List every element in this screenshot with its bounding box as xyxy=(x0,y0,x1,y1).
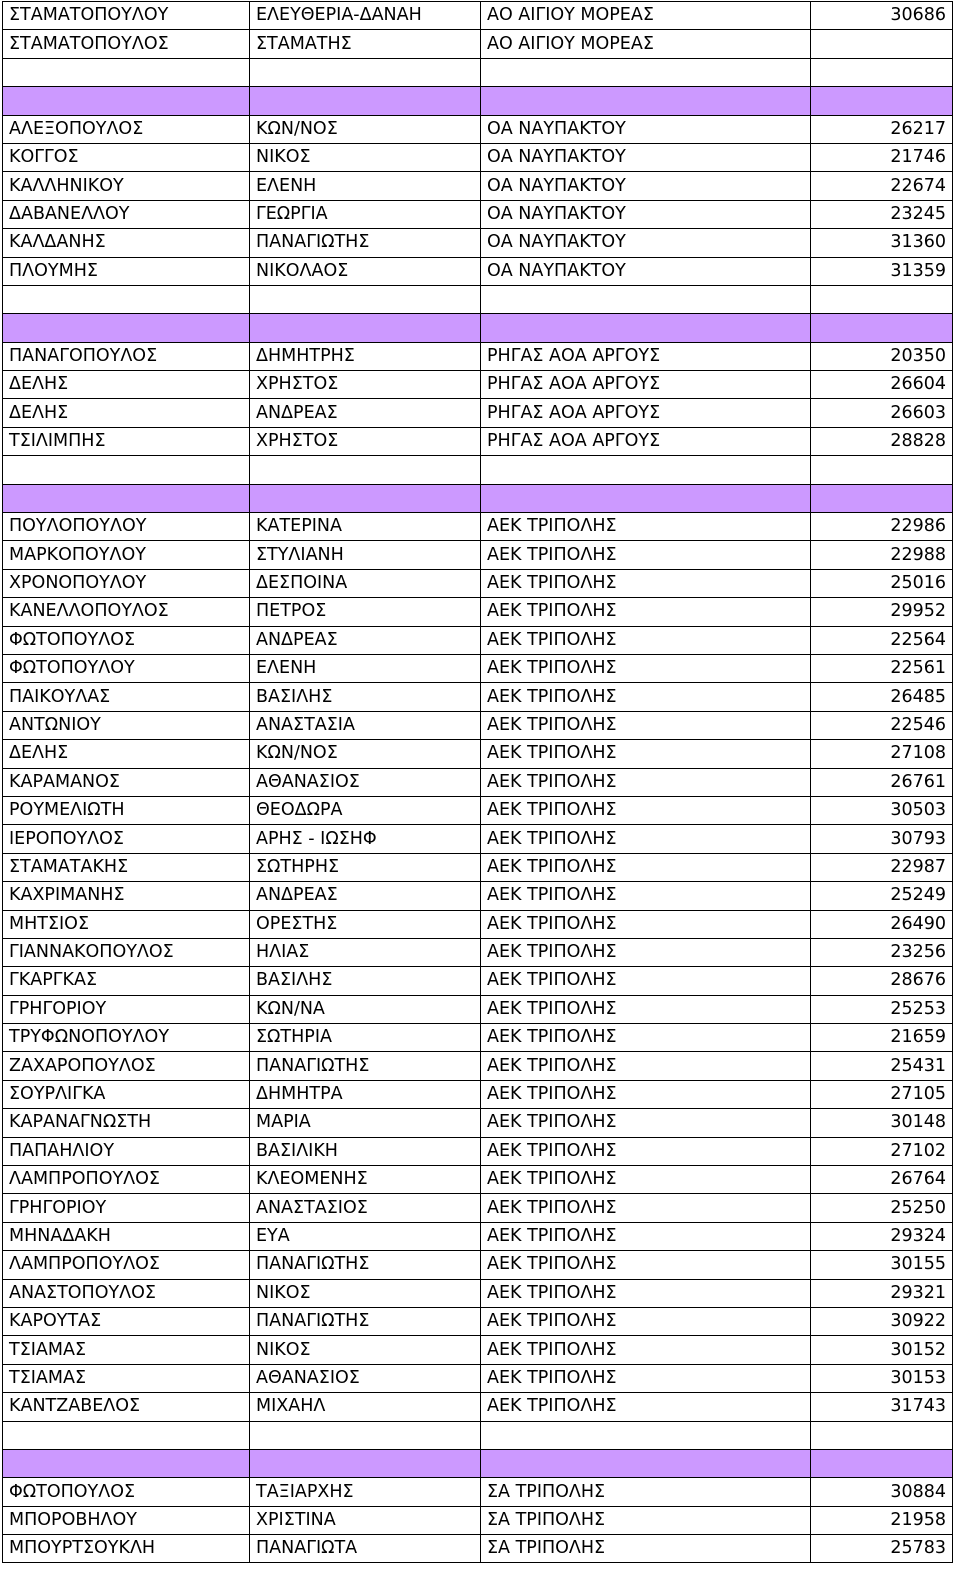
registration-number-cell: 26485 xyxy=(811,683,953,711)
surname-cell: ΚΑΝΤΖΑΒΕΛΟΣ xyxy=(3,1393,250,1421)
first-name-cell xyxy=(250,1421,481,1449)
surname-cell: ΔΕΛΗΣ xyxy=(3,740,250,768)
surname-cell xyxy=(3,456,250,484)
club-cell: ΑΕΚ ΤΡΙΠΟΛΗΣ xyxy=(481,825,811,853)
first-name-cell: ΗΛΙΑΣ xyxy=(250,938,481,966)
registration-number-cell: 30152 xyxy=(811,1336,953,1364)
table-row xyxy=(3,1478,953,1506)
table-row xyxy=(3,1336,953,1364)
registration-number-cell: 26217 xyxy=(811,115,953,143)
table-row xyxy=(3,143,953,171)
registration-number-cell: 30155 xyxy=(811,1251,953,1279)
surname-cell: ΑΛΕΞΟΠΟΥΛΟΣ xyxy=(3,115,250,143)
surname-cell: ΓΡΗΓΟΡΙΟΥ xyxy=(3,1194,250,1222)
first-name-cell: ΕΛΕΝΗ xyxy=(250,654,481,682)
club-cell: ΑΕΚ ΤΡΙΠΟΛΗΣ xyxy=(481,1364,811,1392)
first-name-cell: ΠΑΝΑΓΙΩΤΗΣ xyxy=(250,1251,481,1279)
surname-cell: ΦΩΤΟΠΟΥΛΟΣ xyxy=(3,1478,250,1506)
athlete-table xyxy=(2,1,953,1563)
registration-number-cell: 30922 xyxy=(811,1307,953,1335)
surname-cell: ΓΙΑΝΝΑΚΟΠΟΥΛΟΣ xyxy=(3,938,250,966)
registration-number-cell: 27102 xyxy=(811,1137,953,1165)
club-cell: ΑΕΚ ΤΡΙΠΟΛΗΣ xyxy=(481,1251,811,1279)
registration-number-cell: 30503 xyxy=(811,796,953,824)
surname-cell: ΚΑΡΑΜΑΝΟΣ xyxy=(3,768,250,796)
registration-number-cell: 25249 xyxy=(811,882,953,910)
club-cell: ΡΗΓΑΣ ΑΟΑ ΑΡΓΟΥΣ xyxy=(481,427,811,455)
first-name-cell: ΧΡΙΣΤΙΝΑ xyxy=(250,1506,481,1534)
first-name-cell: ΜΑΡΙΑ xyxy=(250,1109,481,1137)
first-name-cell: ΑΘΑΝΑΣΙΟΣ xyxy=(250,768,481,796)
table-row xyxy=(3,399,953,427)
first-name-cell: ΓΕΩΡΓΙΑ xyxy=(250,200,481,228)
club-cell: ΟΑ ΝΑΥΠΑΚΤΟΥ xyxy=(481,200,811,228)
registration-number-cell: 31360 xyxy=(811,229,953,257)
surname-cell: ΜΗΝΑΔΑΚΗ xyxy=(3,1222,250,1250)
first-name-cell: ΣΩΤΗΡΙΑ xyxy=(250,1024,481,1052)
table-row xyxy=(3,200,953,228)
club-cell: ΑΕΚ ΤΡΙΠΟΛΗΣ xyxy=(481,683,811,711)
first-name-cell: ΟΡΕΣΤΗΣ xyxy=(250,910,481,938)
registration-number-cell: 21659 xyxy=(811,1024,953,1052)
first-name-cell: ΑΝΔΡΕΑΣ xyxy=(250,626,481,654)
table-row xyxy=(3,1222,953,1250)
registration-number-cell: 26761 xyxy=(811,768,953,796)
table-row xyxy=(3,1307,953,1335)
separator-row xyxy=(3,1449,953,1477)
surname-cell: ΧΡΟΝΟΠΟΥΛΟΥ xyxy=(3,569,250,597)
club-cell: ΑΕΚ ΤΡΙΠΟΛΗΣ xyxy=(481,598,811,626)
club-cell: ΟΑ ΝΑΥΠΑΚΤΟΥ xyxy=(481,115,811,143)
registration-number-cell: 29321 xyxy=(811,1279,953,1307)
first-name-cell: ΧΡΗΣΤΟΣ xyxy=(250,427,481,455)
table-row xyxy=(3,513,953,541)
club-cell: ΡΗΓΑΣ ΑΟΑ ΑΡΓΟΥΣ xyxy=(481,342,811,370)
registration-number-cell xyxy=(811,285,953,313)
registration-number-cell: 31743 xyxy=(811,1393,953,1421)
surname-cell xyxy=(3,1421,250,1449)
club-cell: ΑΕΚ ΤΡΙΠΟΛΗΣ xyxy=(481,882,811,910)
table-row xyxy=(3,342,953,370)
table-body xyxy=(3,2,953,1563)
club-cell xyxy=(481,1421,811,1449)
first-name-cell: ΕΥΑ xyxy=(250,1222,481,1250)
first-name-cell xyxy=(250,285,481,313)
club-cell xyxy=(481,285,811,313)
surname-cell: ΤΡΥΦΩΝΟΠΟΥΛΟΥ xyxy=(3,1024,250,1052)
first-name-cell xyxy=(250,87,481,115)
surname-cell: ΤΣΙΑΜΑΣ xyxy=(3,1364,250,1392)
table-row xyxy=(3,768,953,796)
club-cell: ΑΕΚ ΤΡΙΠΟΛΗΣ xyxy=(481,1222,811,1250)
club-cell: ΑΕΚ ΤΡΙΠΟΛΗΣ xyxy=(481,853,811,881)
surname-cell: ΚΟΓΓΟΣ xyxy=(3,143,250,171)
first-name-cell xyxy=(250,456,481,484)
club-cell xyxy=(481,58,811,86)
registration-number-cell xyxy=(811,87,953,115)
first-name-cell: ΚΩΝ/ΝΟΣ xyxy=(250,115,481,143)
registration-number-cell: 25253 xyxy=(811,995,953,1023)
first-name-cell: ΠΕΤΡΟΣ xyxy=(250,598,481,626)
first-name-cell: ΣΤΥΛΙΑΝΗ xyxy=(250,541,481,569)
registration-number-cell: 25431 xyxy=(811,1052,953,1080)
registration-number-cell: 29324 xyxy=(811,1222,953,1250)
club-cell: ΑΕΚ ΤΡΙΠΟΛΗΣ xyxy=(481,938,811,966)
surname-cell xyxy=(3,314,250,342)
club-cell: ΑΕΚ ΤΡΙΠΟΛΗΣ xyxy=(481,995,811,1023)
club-cell: ΑΟ ΑΙΓΙΟΥ ΜΟΡΕΑΣ xyxy=(481,30,811,58)
club-cell: ΑΕΚ ΤΡΙΠΟΛΗΣ xyxy=(481,796,811,824)
surname-cell: ΓΚΑΡΓΚΑΣ xyxy=(3,967,250,995)
blank-row xyxy=(3,456,953,484)
registration-number-cell xyxy=(811,1449,953,1477)
table-row xyxy=(3,427,953,455)
registration-number-cell: 26490 xyxy=(811,910,953,938)
surname-cell: ΔΕΛΗΣ xyxy=(3,399,250,427)
table-row xyxy=(3,1166,953,1194)
club-cell: ΑΕΚ ΤΡΙΠΟΛΗΣ xyxy=(481,1307,811,1335)
registration-number-cell: 25016 xyxy=(811,569,953,597)
table-row xyxy=(3,825,953,853)
surname-cell: ΛΑΜΠΡΟΠΟΥΛΟΣ xyxy=(3,1166,250,1194)
first-name-cell: ΑΘΑΝΑΣΙΟΣ xyxy=(250,1364,481,1392)
registration-number-cell xyxy=(811,314,953,342)
club-cell xyxy=(481,456,811,484)
table-row xyxy=(3,1279,953,1307)
table-row xyxy=(3,853,953,881)
table-row xyxy=(3,2,953,30)
registration-number-cell xyxy=(811,484,953,512)
first-name-cell: ΒΑΣΙΛΗΣ xyxy=(250,967,481,995)
club-cell: ΑΕΚ ΤΡΙΠΟΛΗΣ xyxy=(481,541,811,569)
first-name-cell: ΔΕΣΠΟΙΝΑ xyxy=(250,569,481,597)
club-cell: ΟΑ ΝΑΥΠΑΚΤΟΥ xyxy=(481,257,811,285)
registration-number-cell: 25250 xyxy=(811,1194,953,1222)
table-row xyxy=(3,569,953,597)
club-cell: ΑΕΚ ΤΡΙΠΟΛΗΣ xyxy=(481,1393,811,1421)
club-cell: ΑΟ ΑΙΓΙΟΥ ΜΟΡΕΑΣ xyxy=(481,2,811,30)
surname-cell: ΦΩΤΟΠΟΥΛΟΣ xyxy=(3,626,250,654)
club-cell: ΑΕΚ ΤΡΙΠΟΛΗΣ xyxy=(481,711,811,739)
first-name-cell: ΜΙΧΑΗΛ xyxy=(250,1393,481,1421)
registration-number-cell: 27108 xyxy=(811,740,953,768)
registration-number-cell xyxy=(811,456,953,484)
club-cell: ΑΕΚ ΤΡΙΠΟΛΗΣ xyxy=(481,1052,811,1080)
surname-cell xyxy=(3,58,250,86)
registration-number-cell xyxy=(811,58,953,86)
first-name-cell: ΑΝΔΡΕΑΣ xyxy=(250,399,481,427)
table-row xyxy=(3,371,953,399)
first-name-cell: ΝΙΚΟΣ xyxy=(250,143,481,171)
table-row xyxy=(3,1364,953,1392)
club-cell xyxy=(481,484,811,512)
club-cell: ΑΕΚ ΤΡΙΠΟΛΗΣ xyxy=(481,967,811,995)
first-name-cell xyxy=(250,484,481,512)
surname-cell: ΣΤΑΜΑΤΑΚΗΣ xyxy=(3,853,250,881)
club-cell: ΑΕΚ ΤΡΙΠΟΛΗΣ xyxy=(481,1109,811,1137)
first-name-cell: ΔΗΜΗΤΡΑ xyxy=(250,1080,481,1108)
table-row xyxy=(3,1052,953,1080)
surname-cell: ΣΤΑΜΑΤΟΠΟΥΛΟΣ xyxy=(3,30,250,58)
registration-number-cell: 22987 xyxy=(811,853,953,881)
surname-cell: ΚΑΧΡΙΜΑΝΗΣ xyxy=(3,882,250,910)
registration-number-cell: 28828 xyxy=(811,427,953,455)
registration-number-cell: 23245 xyxy=(811,200,953,228)
first-name-cell xyxy=(250,58,481,86)
first-name-cell: ΒΑΣΙΛΗΣ xyxy=(250,683,481,711)
club-cell: ΟΑ ΝΑΥΠΑΚΤΟΥ xyxy=(481,143,811,171)
surname-cell: ΔΕΛΗΣ xyxy=(3,371,250,399)
registration-number-cell: 30148 xyxy=(811,1109,953,1137)
blank-row xyxy=(3,58,953,86)
surname-cell: ΜΠΟΥΡΤΣΟΥΚΛΗ xyxy=(3,1535,250,1563)
table-row xyxy=(3,30,953,58)
first-name-cell xyxy=(250,314,481,342)
club-cell: ΑΕΚ ΤΡΙΠΟΛΗΣ xyxy=(481,910,811,938)
table-row xyxy=(3,683,953,711)
separator-row xyxy=(3,484,953,512)
club-cell: ΑΕΚ ΤΡΙΠΟΛΗΣ xyxy=(481,626,811,654)
registration-number-cell: 22561 xyxy=(811,654,953,682)
registration-number-cell xyxy=(811,30,953,58)
surname-cell: ΠΛΟΥΜΗΣ xyxy=(3,257,250,285)
surname-cell xyxy=(3,285,250,313)
surname-cell: ΡΟΥΜΕΛΙΩΤΗ xyxy=(3,796,250,824)
first-name-cell: ΝΙΚΟΛΑΟΣ xyxy=(250,257,481,285)
club-cell: ΑΕΚ ΤΡΙΠΟΛΗΣ xyxy=(481,1024,811,1052)
surname-cell: ΦΩΤΟΠΟΥΛΟΥ xyxy=(3,654,250,682)
surname-cell: ΣΤΑΜΑΤΟΠΟΥΛΟΥ xyxy=(3,2,250,30)
registration-number-cell: 29952 xyxy=(811,598,953,626)
first-name-cell: ΠΑΝΑΓΙΩΤΑ xyxy=(250,1535,481,1563)
first-name-cell: ΠΑΝΑΓΙΩΤΗΣ xyxy=(250,1052,481,1080)
first-name-cell: ΑΝΔΡΕΑΣ xyxy=(250,882,481,910)
surname-cell: ΚΑΛΛΗΝΙΚΟΥ xyxy=(3,172,250,200)
first-name-cell: ΕΛΕΥΘΕΡΙΑ-ΔΑΝΑΗ xyxy=(250,2,481,30)
surname-cell: ΠΑΝΑΓΟΠΟΥΛΟΣ xyxy=(3,342,250,370)
first-name-cell: ΚΛΕΟΜΕΝΗΣ xyxy=(250,1166,481,1194)
table-row xyxy=(3,882,953,910)
registration-number-cell xyxy=(811,1421,953,1449)
registration-number-cell: 31359 xyxy=(811,257,953,285)
club-cell: ΑΕΚ ΤΡΙΠΟΛΗΣ xyxy=(481,1166,811,1194)
first-name-cell: ΝΙΚΟΣ xyxy=(250,1279,481,1307)
surname-cell: ΖΑΧΑΡΟΠΟΥΛΟΣ xyxy=(3,1052,250,1080)
registration-number-cell: 22546 xyxy=(811,711,953,739)
registration-number-cell: 22986 xyxy=(811,513,953,541)
surname-cell: ΜΑΡΚΟΠΟΥΛΟΥ xyxy=(3,541,250,569)
registration-number-cell: 26603 xyxy=(811,399,953,427)
table-row xyxy=(3,938,953,966)
surname-cell: ΤΣΙΑΜΑΣ xyxy=(3,1336,250,1364)
registration-number-cell: 21958 xyxy=(811,1506,953,1534)
table-row xyxy=(3,541,953,569)
surname-cell: ΚΑΡΑΝΑΓΝΩΣΤΗ xyxy=(3,1109,250,1137)
registration-number-cell: 30153 xyxy=(811,1364,953,1392)
registration-number-cell: 30793 xyxy=(811,825,953,853)
surname-cell: ΠΑΠΑΗΛΙΟΥ xyxy=(3,1137,250,1165)
registration-number-cell: 26604 xyxy=(811,371,953,399)
registration-number-cell: 20350 xyxy=(811,342,953,370)
surname-cell: ΠΑΙΚΟΥΛΑΣ xyxy=(3,683,250,711)
first-name-cell: ΘΕΟΔΩΡΑ xyxy=(250,796,481,824)
club-cell xyxy=(481,1449,811,1477)
first-name-cell: ΑΝΑΣΤΑΣΙΟΣ xyxy=(250,1194,481,1222)
registration-number-cell: 22674 xyxy=(811,172,953,200)
table-row xyxy=(3,257,953,285)
surname-cell: ΣΟΥΡΛΙΓΚΑ xyxy=(3,1080,250,1108)
registration-number-cell: 28676 xyxy=(811,967,953,995)
club-cell xyxy=(481,314,811,342)
surname-cell: ΠΟΥΛΟΠΟΥΛΟΥ xyxy=(3,513,250,541)
surname-cell: ΑΝΤΩΝΙΟΥ xyxy=(3,711,250,739)
surname-cell xyxy=(3,1449,250,1477)
table-row xyxy=(3,626,953,654)
surname-cell: ΔΑΒΑΝΕΛΛΟΥ xyxy=(3,200,250,228)
surname-cell xyxy=(3,484,250,512)
table-row xyxy=(3,796,953,824)
first-name-cell: ΠΑΝΑΓΙΩΤΗΣ xyxy=(250,229,481,257)
club-cell xyxy=(481,87,811,115)
first-name-cell: ΒΑΣΙΛΙΚΗ xyxy=(250,1137,481,1165)
surname-cell: ΤΣΙΛΙΜΠΗΣ xyxy=(3,427,250,455)
table-row xyxy=(3,598,953,626)
registration-number-cell: 22988 xyxy=(811,541,953,569)
surname-cell: ΛΑΜΠΡΟΠΟΥΛΟΣ xyxy=(3,1251,250,1279)
surname-cell: ΚΑΡΟΥΤΑΣ xyxy=(3,1307,250,1335)
blank-row xyxy=(3,1421,953,1449)
club-cell: ΑΕΚ ΤΡΙΠΟΛΗΣ xyxy=(481,513,811,541)
first-name-cell: ΚΑΤΕΡΙΝΑ xyxy=(250,513,481,541)
club-cell: ΑΕΚ ΤΡΙΠΟΛΗΣ xyxy=(481,740,811,768)
registration-number-cell: 21746 xyxy=(811,143,953,171)
club-cell: ΑΕΚ ΤΡΙΠΟΛΗΣ xyxy=(481,569,811,597)
first-name-cell: ΤΑΞΙΑΡΧΗΣ xyxy=(250,1478,481,1506)
table-row xyxy=(3,1194,953,1222)
club-cell: ΑΕΚ ΤΡΙΠΟΛΗΣ xyxy=(481,1194,811,1222)
first-name-cell: ΣΩΤΗΡΗΣ xyxy=(250,853,481,881)
first-name-cell: ΝΙΚΟΣ xyxy=(250,1336,481,1364)
club-cell: ΑΕΚ ΤΡΙΠΟΛΗΣ xyxy=(481,1137,811,1165)
first-name-cell: ΔΗΜΗΤΡΗΣ xyxy=(250,342,481,370)
club-cell: ΑΕΚ ΤΡΙΠΟΛΗΣ xyxy=(481,1336,811,1364)
registration-number-cell: 26764 xyxy=(811,1166,953,1194)
club-cell: ΡΗΓΑΣ ΑΟΑ ΑΡΓΟΥΣ xyxy=(481,399,811,427)
table-row xyxy=(3,740,953,768)
table-row xyxy=(3,1393,953,1421)
first-name-cell: ΑΝΑΣΤΑΣΙΑ xyxy=(250,711,481,739)
table-row xyxy=(3,967,953,995)
blank-row xyxy=(3,285,953,313)
separator-row xyxy=(3,314,953,342)
table-row xyxy=(3,1506,953,1534)
surname-cell: ΓΡΗΓΟΡΙΟΥ xyxy=(3,995,250,1023)
surname-cell xyxy=(3,87,250,115)
registration-number-cell: 30884 xyxy=(811,1478,953,1506)
first-name-cell: ΠΑΝΑΓΙΩΤΗΣ xyxy=(250,1307,481,1335)
club-cell: ΑΕΚ ΤΡΙΠΟΛΗΣ xyxy=(481,768,811,796)
separator-row xyxy=(3,87,953,115)
club-cell: ΑΕΚ ΤΡΙΠΟΛΗΣ xyxy=(481,654,811,682)
table-row xyxy=(3,654,953,682)
registration-number-cell: 23256 xyxy=(811,938,953,966)
club-cell: ΟΑ ΝΑΥΠΑΚΤΟΥ xyxy=(481,172,811,200)
club-cell: ΣΑ ΤΡΙΠΟΛΗΣ xyxy=(481,1506,811,1534)
club-cell: ΑΕΚ ΤΡΙΠΟΛΗΣ xyxy=(481,1279,811,1307)
surname-cell: ΚΑΛΔΑΝΗΣ xyxy=(3,229,250,257)
first-name-cell xyxy=(250,1449,481,1477)
table-row xyxy=(3,910,953,938)
table-row xyxy=(3,172,953,200)
registration-number-cell: 25783 xyxy=(811,1535,953,1563)
table-row xyxy=(3,1251,953,1279)
registration-number-cell: 30686 xyxy=(811,2,953,30)
surname-cell: ΙΕΡΟΠΟΥΛΟΣ xyxy=(3,825,250,853)
table-row xyxy=(3,1024,953,1052)
table-row xyxy=(3,995,953,1023)
club-cell: ΣΑ ΤΡΙΠΟΛΗΣ xyxy=(481,1478,811,1506)
table-row xyxy=(3,1535,953,1563)
surname-cell: ΜΗΤΣΙΟΣ xyxy=(3,910,250,938)
first-name-cell: ΚΩΝ/ΝΟΣ xyxy=(250,740,481,768)
table-row xyxy=(3,1109,953,1137)
surname-cell: ΑΝΑΣΤΟΠΟΥΛΟΣ xyxy=(3,1279,250,1307)
surname-cell: ΚΑΝΕΛΛΟΠΟΥΛΟΣ xyxy=(3,598,250,626)
table-row xyxy=(3,1137,953,1165)
surname-cell: ΜΠΟΡΟΒΗΛΟΥ xyxy=(3,1506,250,1534)
club-cell: ΟΑ ΝΑΥΠΑΚΤΟΥ xyxy=(481,229,811,257)
registration-number-cell: 22564 xyxy=(811,626,953,654)
club-cell: ΡΗΓΑΣ ΑΟΑ ΑΡΓΟΥΣ xyxy=(481,371,811,399)
table-row xyxy=(3,711,953,739)
table-row xyxy=(3,115,953,143)
registration-number-cell: 27105 xyxy=(811,1080,953,1108)
first-name-cell: ΚΩΝ/ΝΑ xyxy=(250,995,481,1023)
first-name-cell: ΣΤΑΜΑΤΗΣ xyxy=(250,30,481,58)
club-cell: ΣΑ ΤΡΙΠΟΛΗΣ xyxy=(481,1535,811,1563)
club-cell: ΑΕΚ ΤΡΙΠΟΛΗΣ xyxy=(481,1080,811,1108)
first-name-cell: ΑΡΗΣ - ΙΩΣΗΦ xyxy=(250,825,481,853)
table-row xyxy=(3,229,953,257)
first-name-cell: ΕΛΕΝΗ xyxy=(250,172,481,200)
first-name-cell: ΧΡΗΣΤΟΣ xyxy=(250,371,481,399)
table-row xyxy=(3,1080,953,1108)
